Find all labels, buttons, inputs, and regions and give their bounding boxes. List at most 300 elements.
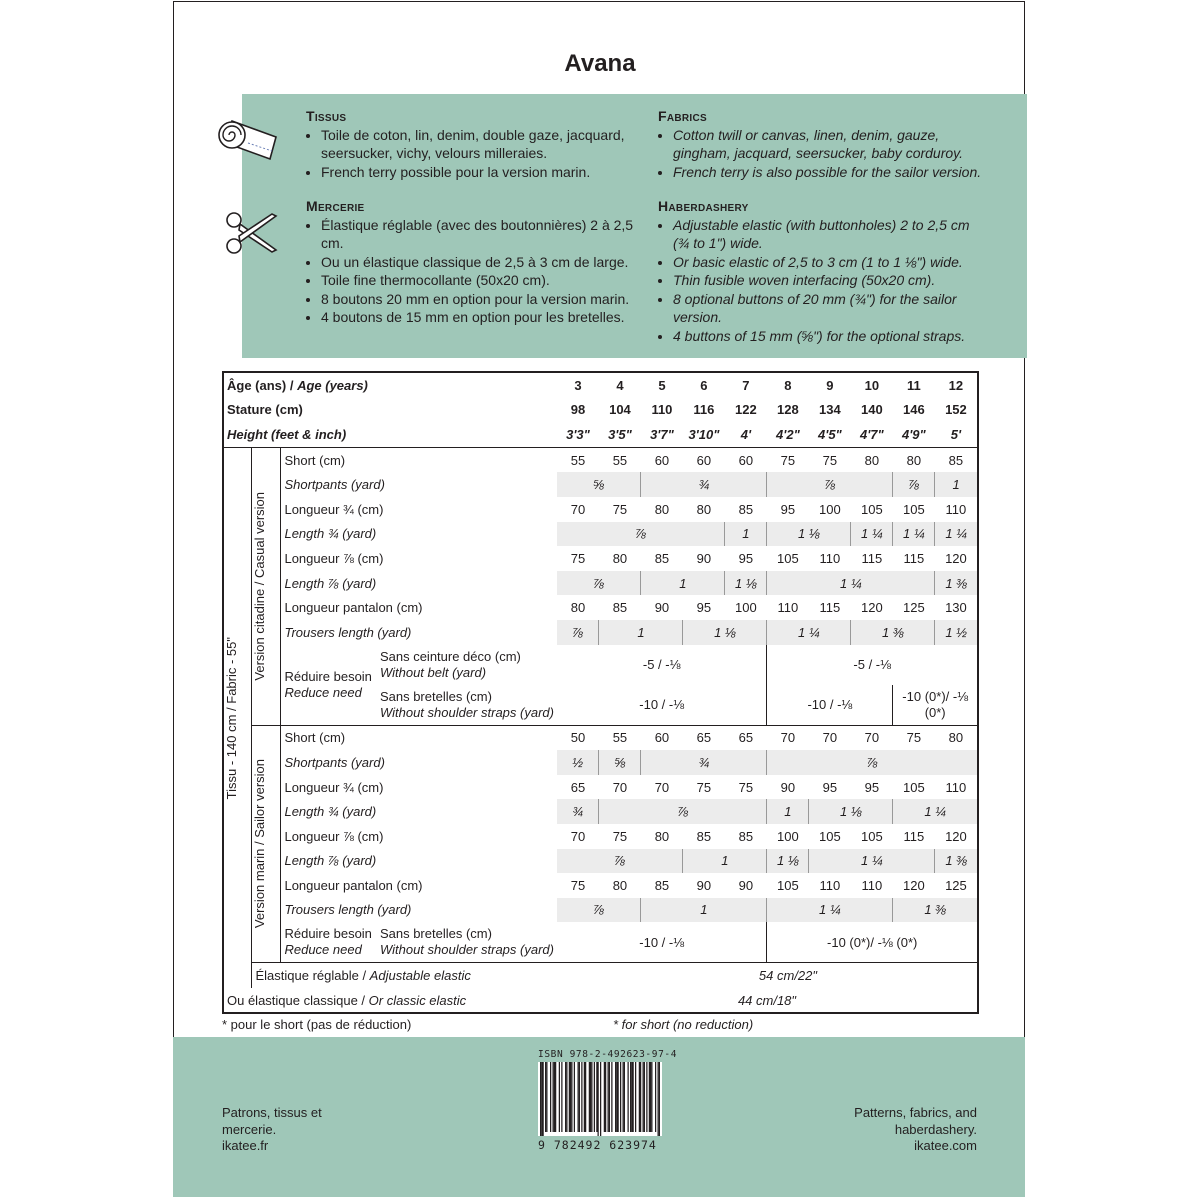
row-label: Short (cm) (281, 725, 557, 750)
age-label-en: Age (years) (297, 377, 368, 393)
barcode-bar (646, 1062, 647, 1132)
reduce-cell: -10 (0*)/ -⅛ (0*) (893, 685, 978, 726)
stature-cell: 122 (735, 402, 757, 418)
nostrap-label (377, 685, 557, 726)
barcode-bar (628, 1062, 629, 1132)
row-label: Length ⅞ (yard) (284, 853, 377, 869)
footnote-en: * for short (no reduction) (613, 1017, 754, 1032)
notions-fr-item: • 8 boutons 20 mm en option pour la version marin. (321, 290, 640, 309)
barcode-bar (643, 1062, 644, 1132)
value-cell: 85 (738, 828, 754, 844)
table-row (223, 799, 978, 824)
value-cell: 90 (696, 550, 712, 566)
table-row (223, 620, 978, 645)
value-cell: 70 (612, 779, 628, 795)
barcode-bar (561, 1062, 562, 1132)
value-cell: 110 (945, 501, 967, 517)
value-cell: 105 (902, 779, 925, 795)
barcode-bar (541, 1062, 542, 1136)
barcode-bar (600, 1062, 601, 1136)
value-cell: 85 (696, 828, 712, 844)
value-cell: 55 (599, 725, 641, 750)
nostrap-en: Without shoulder straps (yard) (379, 942, 554, 958)
table-row (223, 988, 978, 1014)
footer-left-link[interactable]: ikatee.fr (222, 1138, 269, 1153)
yard-cell: 1 ¼ (935, 522, 978, 547)
value-cell: 90 (654, 600, 670, 616)
value-cell: 105 (861, 828, 883, 844)
row-label: Longueur ¾ (cm) (284, 779, 384, 795)
barcode-bar (543, 1062, 544, 1136)
barcode-bar (598, 1062, 599, 1136)
barcode-bar (611, 1062, 612, 1132)
table-row (223, 595, 978, 620)
row-label: Shortpants (yard) (284, 754, 385, 770)
value-cell: 65 (570, 779, 586, 795)
fabrics-fr-title: Tissus (306, 108, 347, 124)
barcode-bar (633, 1062, 634, 1132)
age-cell: 7 (742, 377, 750, 393)
value-cell: 75 (696, 779, 712, 795)
table-row (223, 571, 978, 596)
barcode-digits: 9 782492 623974 (538, 1138, 657, 1152)
yard-cell: 1 ½ (935, 620, 978, 645)
table-row (223, 873, 978, 898)
value-cell: 80 (654, 501, 670, 517)
barcode-icon (538, 1062, 662, 1136)
reduce-cell: -10 / -⅛ (767, 685, 893, 726)
value-cell: 80 (570, 600, 586, 616)
nobelt-fr: Sans ceinture déco (cm) (379, 648, 521, 664)
value-cell: 90 (780, 779, 796, 795)
reduce-label (281, 645, 377, 726)
value-cell: 110 (819, 550, 841, 566)
barcode-bar (639, 1062, 640, 1132)
barcode-bar (631, 1062, 632, 1132)
notions-fr-item: • Élastique réglable (avec des boutonnières) 2 à 2,5 cm. (321, 216, 640, 253)
age-label-fr: Âge (ans) / (227, 377, 298, 393)
barcode-bar (620, 1062, 621, 1132)
yard-cell: 1 (641, 898, 767, 923)
yard-cell: 1 ¼ (767, 620, 851, 645)
age-cell: 3 (574, 377, 582, 393)
stature-cell: 116 (693, 402, 715, 418)
barcode-bar (569, 1062, 570, 1132)
barcode-bar (566, 1062, 567, 1132)
stature-label: Stature (cm) (227, 402, 303, 418)
age-row (223, 372, 978, 398)
adj-label (252, 963, 599, 988)
yard-cell: 1 ⅛ (725, 571, 767, 596)
yard-cell: 1 ⅜ (893, 898, 978, 923)
height-label: Height (feet & inch) (227, 426, 347, 442)
table-row (223, 645, 978, 685)
barcode-bar (571, 1062, 572, 1132)
value-cell: 95 (822, 779, 838, 795)
table-row (223, 447, 978, 472)
yard-cell: 1 ⅛ (767, 522, 851, 547)
yard-cell: 1 ⅛ (683, 620, 767, 645)
barcode-bar (591, 1062, 592, 1132)
value-cell: 100 (777, 828, 799, 844)
yard-cell: ⅞ (557, 849, 683, 874)
barcode-bar (578, 1062, 579, 1132)
reduce-label (281, 922, 377, 963)
fabrics-en-title: Fabrics (658, 108, 707, 124)
age-cell: 12 (948, 377, 964, 393)
table-row (223, 725, 978, 750)
barcode-bar (585, 1062, 586, 1132)
yard-cell: ⅞ (557, 898, 641, 923)
footer-left (222, 1105, 322, 1155)
notions-en-item: • Or basic elastic of 2,5 to 3 cm (1 to 1 ⅛") wide. (673, 253, 988, 272)
value-cell: 55 (599, 447, 641, 472)
cls-fr: Ou élastique classique / (227, 992, 369, 1008)
notions-en (658, 197, 988, 345)
value-cell: 85 (935, 447, 978, 472)
barcode-bar (553, 1062, 554, 1132)
notions-en-item: • 4 buttons of 15 mm (⅝") for the optional straps. (673, 327, 988, 346)
scissors-icon (222, 210, 280, 258)
adj-fr: Élastique réglable / (255, 968, 370, 984)
yard-cell: 1 ¼ (893, 799, 978, 824)
value-cell: 65 (683, 725, 725, 750)
reduce-cell: -10 / -⅛ (639, 934, 685, 950)
yard-cell: ⅞ (557, 571, 641, 596)
value-cell: 60 (683, 447, 725, 472)
fabrics-fr (306, 107, 640, 181)
nostrap-label (377, 922, 557, 963)
fabric-label: Tissu - 140 cm / Fabric - 55" (224, 636, 239, 799)
yard-cell: 1 (641, 571, 725, 596)
isbn-text: ISBN 978-2-492623-97-4 (538, 1049, 678, 1060)
value-cell: 85 (612, 600, 628, 616)
value-cell: 75 (893, 725, 935, 750)
age-cell: 8 (784, 377, 792, 393)
value-cell: 80 (935, 725, 978, 750)
yard-cell: ⅞ (557, 522, 725, 547)
height-cell: 4'9" (901, 426, 926, 442)
height-row (223, 422, 978, 447)
height-cell: 3'10" (688, 426, 720, 442)
barcode-bar (644, 1062, 645, 1132)
value-cell: 120 (945, 550, 967, 566)
barcode-bar (616, 1062, 617, 1132)
value-cell: 75 (767, 447, 809, 472)
notions-fr-title: Mercerie (306, 198, 365, 214)
footer-right-link[interactable]: ikatee.com (914, 1138, 977, 1153)
yard-cell: ⅝ (557, 472, 641, 497)
row-label: Length ⅞ (yard) (284, 575, 377, 591)
age-cell: 4 (616, 377, 624, 393)
reduce-cell: -10 / -⅛ (639, 697, 685, 713)
footnote-fr: * pour le short (pas de réduction) (222, 1017, 412, 1032)
fabrics-en-item: • French terry is also possible for the sailor version. (673, 163, 988, 182)
value-cell: 70 (851, 725, 893, 750)
notions-en-item: • 8 optional buttons of 20 mm (¾") for the sailor version. (673, 290, 988, 327)
table-row (223, 546, 978, 571)
value-cell: 125 (902, 600, 925, 616)
barcode-bar (609, 1062, 610, 1132)
value-cell: 60 (641, 447, 683, 472)
yard-cell: 1 (599, 620, 683, 645)
adj-value: 54 cm/22" (599, 963, 978, 988)
age-cell: 11 (906, 377, 921, 393)
nostrap-fr: Sans bretelles (cm) (379, 926, 492, 942)
row-label: Longueur ⅞ (cm) (284, 550, 384, 566)
reduce-fr: Réduire besoin (284, 926, 372, 942)
barcode-bar (590, 1062, 591, 1132)
notions-fr-item: • 4 boutons de 15 mm en option pour les bretelles. (321, 308, 640, 327)
stature-cell: 146 (902, 402, 925, 418)
yard-cell: ⅞ (893, 472, 935, 497)
stature-cell: 104 (609, 402, 631, 418)
height-cell: 4'2" (776, 426, 800, 442)
barcode-bar (559, 1062, 560, 1132)
value-cell: 110 (861, 877, 883, 893)
value-cell: 75 (570, 550, 586, 566)
notions-en-item: • Thin fusible woven interfacing (50x20 cm). (673, 271, 988, 290)
row-label: Short (cm) (281, 447, 557, 472)
footer-right-line: Patterns, fabrics, and (854, 1105, 977, 1120)
reduce-cell: -5 / -⅛ (642, 657, 681, 673)
notions-fr-item: • Toile fine thermocollante (50x20 cm). (321, 271, 640, 290)
value-cell: 105 (902, 501, 925, 517)
age-cell: 10 (864, 377, 880, 393)
table-row (223, 922, 978, 963)
value-cell: 75 (738, 779, 754, 795)
value-cell: 95 (738, 550, 754, 566)
barcode-bar (565, 1062, 566, 1132)
row-label: Longueur pantalon (cm) (284, 877, 423, 893)
value-cell: 75 (570, 877, 586, 893)
value-cell: 120 (945, 828, 967, 844)
barcode-bar (623, 1062, 624, 1132)
reduce-cell: -10 (0*)/ -⅛ (0*) (767, 922, 978, 963)
value-cell: 75 (612, 501, 628, 517)
barcode-bar (608, 1062, 609, 1132)
value-cell: 95 (864, 779, 880, 795)
value-cell: 55 (557, 447, 599, 472)
footer-right (820, 1105, 977, 1155)
row-label: Longueur pantalon (cm) (284, 600, 423, 616)
value-cell: 85 (738, 501, 754, 517)
height-cell: 4' (740, 426, 752, 442)
height-cell: 3'7" (650, 426, 674, 442)
nobelt-label (377, 645, 557, 685)
version-label-cell (252, 447, 281, 725)
table-row (223, 775, 978, 800)
fabrics-en-item: • Cotton twill or canvas, linen, denim, gauze, gingham, jacquard, seersucker, baby corduroy. (673, 126, 988, 163)
fabric-roll-icon (218, 113, 282, 163)
yard-cell: 1 (725, 522, 767, 547)
value-cell: 50 (557, 725, 599, 750)
stature-cell: 152 (945, 402, 967, 418)
yard-cell: 1 ¼ (809, 849, 935, 874)
value-cell: 95 (780, 501, 796, 517)
barcode-bar (554, 1062, 555, 1132)
table-row (223, 824, 978, 849)
value-cell: 80 (893, 447, 935, 472)
stature-cell: 98 (570, 402, 586, 418)
nobelt-en: Without belt (yard) (379, 664, 487, 680)
fabrics-fr-item: • French terry possible pour la version marin. (321, 163, 640, 182)
value-cell: 115 (819, 600, 841, 616)
value-cell: 115 (903, 550, 925, 566)
page-title: Avana (564, 50, 636, 77)
yard-cell: ⅞ (557, 620, 599, 645)
stature-cell: 134 (819, 402, 841, 418)
yard-cell: ¾ (557, 799, 599, 824)
yard-cell: 1 ⅜ (851, 620, 935, 645)
stature-cell: 140 (861, 402, 883, 418)
yard-cell: ⅝ (599, 750, 641, 775)
notions-fr-item: • Ou un élastique classique de 2,5 à 3 cm de large. (321, 253, 640, 272)
value-cell: 70 (767, 725, 809, 750)
value-cell: 125 (945, 877, 967, 893)
value-cell: 70 (654, 779, 670, 795)
yard-cell: 1 ¼ (767, 898, 893, 923)
row-label: Longueur ⅞ (cm) (284, 828, 384, 844)
table-row (223, 750, 978, 775)
barcode-bar (605, 1062, 606, 1132)
value-cell: 80 (654, 828, 670, 844)
height-cell: 4'7" (859, 426, 884, 442)
barcode-bar (546, 1062, 547, 1132)
cls-en: Or classic elastic (368, 992, 467, 1008)
footer-left-line: mercerie. (222, 1121, 277, 1137)
fabrics-en (658, 107, 988, 181)
barcode-bar (589, 1062, 590, 1132)
value-cell: 100 (819, 501, 841, 517)
barcode-bar (659, 1062, 660, 1136)
value-cell: 105 (777, 877, 799, 893)
reduce-en: Reduce need (284, 942, 362, 958)
age-cell: 6 (700, 377, 708, 393)
barcode-bar (615, 1062, 616, 1132)
fabrics-fr-item: • Toile de coton, lin, denim, double gaze, jacquard, seersucker, vichy, velours milleraies. (321, 126, 640, 163)
row-label: Length ¾ (yard) (284, 526, 377, 542)
yard-cell: ⅞ (767, 750, 978, 775)
value-cell: 95 (696, 600, 712, 616)
version-label: Version marin / Sailor version (252, 759, 268, 929)
yard-cell: ⅞ (767, 472, 893, 497)
fabric-label-cell (223, 447, 252, 988)
value-cell: 85 (654, 877, 670, 893)
reduce-cell: -5 / -⅛ (767, 645, 978, 685)
adj-en: Adjustable elastic (369, 968, 471, 984)
yard-cell: 1 ⅜ (935, 571, 978, 596)
stature-cell: 128 (777, 402, 799, 418)
yard-cell: ½ (557, 750, 599, 775)
yard-cell: 1 ⅜ (935, 849, 978, 874)
barcode-bar (604, 1062, 605, 1132)
value-cell: 105 (777, 550, 799, 566)
barcode-bar (581, 1062, 582, 1132)
barcode-bar (618, 1062, 619, 1132)
value-cell: 120 (861, 600, 883, 616)
height-cell: 3'3" (566, 426, 590, 442)
footer-left-line: Patrons, tissus et (222, 1105, 322, 1120)
barcode-bar (624, 1062, 625, 1132)
barcode-bar (596, 1062, 597, 1132)
row-label: Longueur ¾ (cm) (284, 501, 384, 517)
height-cell: 4'5" (818, 426, 842, 442)
barcode-bar (584, 1062, 585, 1132)
barcode-bar (579, 1062, 580, 1132)
cls-value: 44 cm/18" (737, 992, 797, 1008)
barcode-bar (635, 1062, 636, 1132)
value-cell: 105 (861, 501, 883, 517)
barcode-bar (540, 1062, 541, 1136)
value-cell: 80 (696, 501, 712, 517)
barcode-bar (574, 1062, 575, 1132)
value-cell: 80 (851, 447, 893, 472)
value-cell: 65 (725, 725, 767, 750)
barcode-bar (570, 1062, 571, 1132)
barcode-bar (649, 1062, 650, 1132)
yard-cell: ¾ (641, 750, 767, 775)
stature-cell: 110 (651, 402, 673, 418)
value-cell: 110 (819, 877, 841, 893)
barcode-bar (630, 1062, 631, 1132)
yard-cell: 1 (767, 799, 809, 824)
value-cell: 60 (641, 725, 683, 750)
yard-cell: 1 ⅛ (809, 799, 893, 824)
value-cell: 90 (738, 877, 754, 893)
yard-cell: ¾ (641, 472, 767, 497)
reduce-fr: Réduire besoin (284, 668, 372, 684)
barcode-bar (655, 1062, 656, 1132)
version-label: Version citadine / Casual version (252, 491, 268, 681)
value-cell: 105 (819, 828, 841, 844)
version-label-cell (252, 725, 281, 963)
yard-cell: 1 ¼ (893, 522, 935, 547)
barcode-bar (550, 1062, 551, 1132)
barcode-bar (555, 1062, 556, 1132)
value-cell: 120 (902, 877, 925, 893)
table-row (223, 522, 978, 547)
value-cell: 75 (612, 828, 628, 844)
row-label: Length ¾ (yard) (284, 804, 377, 820)
value-cell: 75 (809, 447, 851, 472)
yard-cell: ⅞ (599, 799, 767, 824)
value-cell: 70 (570, 828, 586, 844)
yard-cell: 1 ⅛ (767, 849, 809, 874)
row-label: Trousers length (yard) (284, 902, 412, 918)
cls-label (223, 988, 557, 1014)
table-row (223, 898, 978, 923)
notions-en-title: Haberdashery (658, 198, 749, 214)
value-cell: 130 (945, 600, 967, 616)
value-cell: 70 (809, 725, 851, 750)
barcode-bar (651, 1062, 652, 1132)
nostrap-fr: Sans bretelles (cm) (379, 688, 492, 704)
table-row (223, 963, 978, 988)
yard-cell: 1 ¼ (851, 522, 893, 547)
barcode-bar (650, 1062, 651, 1132)
yard-cell: 1 (683, 849, 767, 874)
nostrap-en: Without shoulder straps (yard) (379, 704, 554, 720)
table-row (223, 472, 978, 497)
barcode-bar (658, 1062, 659, 1136)
value-cell: 80 (612, 550, 628, 566)
barcode-bar (594, 1062, 595, 1132)
value-cell: 70 (570, 501, 586, 517)
yard-cell: 1 (935, 472, 978, 497)
notions-fr (306, 197, 640, 327)
value-cell: 115 (861, 550, 883, 566)
